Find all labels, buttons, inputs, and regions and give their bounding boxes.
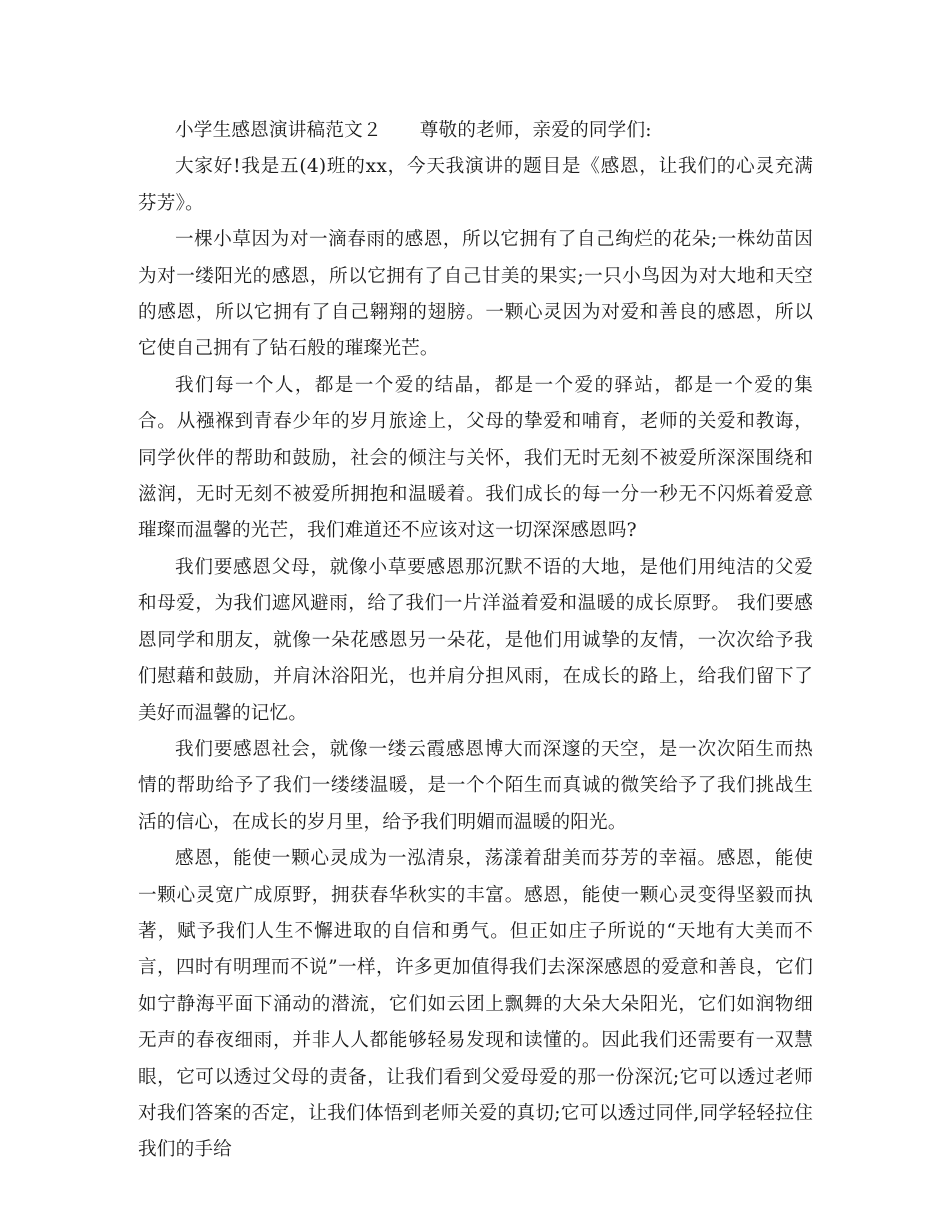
paragraph: 我们每一个人，都是一个爱的结晶，都是一个爱的驿站，都是一个爱的集合。从襁褓到青春少年的岁月旅途上，父母的挚爱和哺育，老师的关爱和教诲，同学伙伴的帮助和鼓励，社会的倾注与关怀，我们无时无刻不被爱所深深围绕和滋润，无时无刻不被爱所拥抱和温暖着。我们成长的每一分一秒无不闪烁着爱意璀璨而温馨的光芒，我们难道还不应该对这一切深深感恩吗? [138, 374, 813, 542]
title-line [138, 113, 813, 149]
paragraph: 大家好!我是五(4)班的xx，今天我演讲的题目是《感恩，让我们的心灵充满芬芳》。 [138, 156, 813, 214]
document-title: 小学生感恩演讲稿范文２ [175, 120, 382, 141]
paragraph: 我们要感恩社会，就像一缕云霞感恩博大而深邃的天空，是一次次陌生而热情的帮助给予了我们一缕缕温暖，是一个个陌生而真诚的微笑给予了我们挑战生活的信心，在成长的岁月里，给予我们明媚而温暖的阳光。 [138, 738, 813, 833]
paragraph: 一棵小草因为对一滴春雨的感恩，所以它拥有了自己绚烂的花朵;一株幼苗因为对一缕阳光的感恩，所以它拥有了自己甘美的果实;一只小鸟因为对大地和天空的感恩，所以它拥有了自己翱翔的翅膀。一颗心灵因为对爱和善良的感恩，所以它使自己拥有了钻石般的璀璨光芒。 [138, 229, 813, 360]
document-body [138, 113, 813, 1169]
greeting: 尊敬的老师，亲爱的同学们: [419, 120, 652, 141]
paragraph: 感恩，能使一颗心灵成为一泓清泉，荡漾着甜美而芬芳的幸福。感恩，能使一颗心灵宽广成原野，拥获春华秋实的丰富。感恩，能使一颗心灵变得坚毅而执著，赋予我们人生不懈进取的自信和勇气。但正如庄子所说的“天地有大美而不言，四时有明理而不说”一样，许多更加值得我们去深深感恩的爱意和善良，它们如宁静海平面下涌动的潜流，它们如云团上飘舞的大朵大朵阳光，它们如润物细无声的春夜细雨，并非人人都能够轻易发现和读懂的。因此我们还需要有一双慧眼，它可以透过父母的责备，让我们看到父爱母爱的那一份深沉;它可以透过老师对我们答案的否定，让我们体悟到老师关爱的真切;它可以透过同伴,同学轻轻拉住我们的手给 [138, 848, 813, 1161]
paragraph: 我们要感恩父母，就像小草要感恩那沉默不语的大地，是他们用纯洁的父爱和母爱，为我们遮风避雨，给了我们一片洋溢着爱和温暖的成长原野。 我们要感恩同学和朋友，就像一朵花感恩另一朵花，是他们用诚挚的友情，一次次给予我们慰藉和鼓励，并肩沐浴阳光，也并肩分担风雨，在成长的路上，给我们留下了美好而温馨的记忆。 [138, 556, 813, 724]
